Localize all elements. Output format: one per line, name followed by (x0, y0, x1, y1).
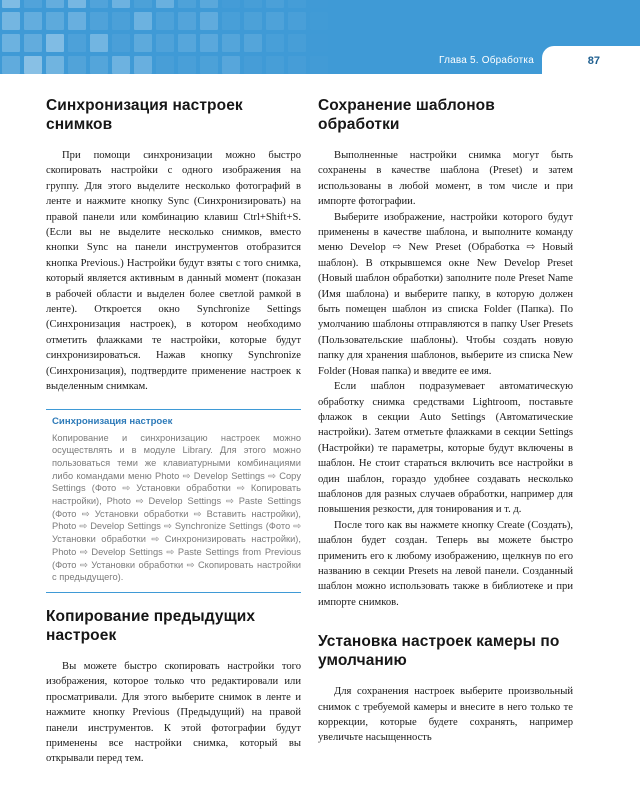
sidebar-title: Синхронизация настроек (52, 415, 173, 427)
pattern-square (178, 0, 196, 8)
presets-paragraph-3: Если шаблон подразумевает автоматическую обработку снимка средствами Lightroom, поставьте флажок в секции Auto Settings (Автоматические настройки). Затем отметьте флажками в секции Settings (Настройки) те параметры, которые будут включены в шаблон. Не стоит стараться включить все настройки в один шаблон, гораздо удобнее создавать несколько шаблонов для разных случаев обработки, например для повышения резкости, для тонирования и т. д. (318, 381, 573, 516)
pattern-square (178, 34, 196, 52)
page-number: 87 (587, 55, 600, 67)
pattern-square (2, 56, 20, 74)
pattern-square (222, 34, 240, 52)
pattern-square (222, 12, 240, 30)
pattern-square (134, 12, 152, 30)
pattern-square (24, 0, 42, 8)
presets-paragraph-1: Выполненные настройки снимка могут быть сохранены в качестве шаблона (Preset) и затем использованы в любой момент, в том числе и при импорте фотографии. (318, 150, 573, 208)
pattern-square (46, 56, 64, 74)
pattern-square (24, 56, 42, 74)
pattern-square (178, 56, 196, 74)
section-title-sync: Синхронизация настроек снимков (46, 97, 243, 133)
section-title-camera-defaults: Установка настроек камеры по умолчанию (318, 633, 560, 670)
pattern-square (2, 12, 20, 30)
pattern-square (266, 12, 284, 30)
pattern-square (112, 34, 130, 52)
pattern-square (134, 0, 152, 8)
pattern-square (222, 0, 240, 8)
pattern-square (310, 56, 328, 74)
pattern-square (200, 0, 218, 8)
pattern-square (310, 34, 328, 52)
copy-previous-paragraph: Вы можете быстро скопировать настройки того изображения, которое только что редактировали или просматривали. Для этого выберите снимок в ленте и нажмите кнопку Previous (Предыдущий) на правой панели инструментов. К этой фотографии будут применены все настройки снимка, который вы открывали перед тем. (46, 660, 301, 765)
chapter-title: Глава 5. Обработка (439, 55, 534, 66)
pattern-square (156, 56, 174, 74)
pattern-square (112, 0, 130, 8)
pattern-square (156, 12, 174, 30)
sync-paragraph: При помощи синхронизации можно быстро скопировать настройки с одного изображения на группу. Для этого выделите несколько фотографий в ленте и нажмите кнопку Sync (Синхронизировать) на правой панели или комбинацию клавиш Ctrl+Shift+S. (Если вы не выделите несколько снимков, вместо кнопки Sync на панели инструментов отобразится кнопка Previous.) Настройки будут взяты с того снимка, который является активным в данный момент (показан в рабочей области и выделен более светлой рамкой в ленте). Откроется окно Synchronize Settings (Синхронизация настроек), в котором необходимо отметить флажками те настройки, которые будут синхронизироваться. Нажав кнопку Synchronize (Синхронизация), подтвердите применение настроек к выделенным снимкам. (46, 150, 301, 393)
pattern-square (68, 34, 86, 52)
pattern-square (222, 56, 240, 74)
section-title-presets: Сохранение шаблонов обработки (318, 97, 495, 133)
decorative-pattern (0, 0, 330, 74)
pattern-square (46, 0, 64, 8)
pattern-square (288, 56, 306, 74)
sidebar-text: Копирование и синхронизацию настроек можно осуществлять и в модуле Library. Для этого можно пользоваться теми же клавиатурными комбинациями либо командами меню Photo ⇨ Develop Settings ⇨ Copy Settings (Фото ⇨ Установки обработки ⇨ Копировать настройки), Photo ⇨ Develop Settings ⇨ Paste Settings (Фото ⇨ Установки обработки ⇨ Вставить настройки), Photo ⇨ Develop Settings ⇨ Synchronize Settings (Фото ⇨ Установки обработки ⇨ Синхронизировать настройки), Photo ⇨ Develop Settings ⇨ Paste Settings from Previous (Фото ⇨ Установки обработки ⇨ Скопировать настройки с предыдущего). (52, 432, 301, 583)
pattern-square (112, 12, 130, 30)
pattern-square (200, 56, 218, 74)
pattern-square (156, 0, 174, 8)
presets-paragraph-2: Выберите изображение, настройки которого будут применены в качестве шаблона, и выполните команду меню Develop ⇨ New Preset (Обработка ⇨ Новый шаблон). В открывшемся окне New Develop Preset (Новый шаблон обработки) заполните поле Preset Name (Имя шаблона) и выберите папку, в которую должен быть помещен шаблон из списка Folder (Папка). По умолчанию шаблоны отправляются в папку User Presets (Пользовательские шаблоны). Чтобы создать новую папку для хранения шаблонов, выберите из списка New Folder (Новая папка) и введите ее имя. (318, 211, 573, 377)
presets-paragraph-4: После того как вы нажмете кнопку Create (Создать), шаблон будет создан. Теперь вы можете быстро применить его к любому изображению, щелкнув по его названию в секции Presets на левой панели. Созданный шаблон можно использовать также в библиотеке и при импорте снимков. (318, 519, 573, 608)
section-title-copy-previous: Копирование предыдущих настроек (46, 607, 256, 644)
pattern-square (90, 0, 108, 8)
pattern-square (46, 12, 64, 30)
pattern-square (200, 34, 218, 52)
pattern-square (68, 12, 86, 30)
pattern-square (134, 34, 152, 52)
pattern-square (310, 12, 328, 30)
camera-defaults-paragraph: Для сохранения настроек выберите произвольный снимок с требуемой камеры и внесите в него только те коррекции, которые будете сохранять, например увеличьте насыщенность (318, 686, 573, 744)
pattern-square (266, 34, 284, 52)
pattern-square (90, 12, 108, 30)
pattern-square (244, 0, 262, 8)
pattern-square (288, 0, 306, 8)
pattern-square (244, 56, 262, 74)
left-column (46, 96, 301, 767)
pattern-square (266, 56, 284, 74)
pattern-square (244, 12, 262, 30)
pattern-square (178, 12, 196, 30)
sidebar-note (46, 409, 301, 593)
right-column (318, 96, 573, 746)
pattern-square (244, 34, 262, 52)
pattern-square (266, 0, 284, 8)
pattern-square (2, 0, 20, 8)
pattern-square (156, 34, 174, 52)
pattern-square (90, 34, 108, 52)
pattern-square (68, 56, 86, 74)
pattern-square (90, 56, 108, 74)
pattern-square (2, 34, 20, 52)
pattern-square (288, 34, 306, 52)
pattern-square (46, 34, 64, 52)
pattern-square (24, 34, 42, 52)
pattern-square (288, 12, 306, 30)
pattern-square (24, 12, 42, 30)
pattern-square (310, 0, 328, 8)
pattern-square (134, 56, 152, 74)
pattern-square (68, 0, 86, 8)
pattern-square (112, 56, 130, 74)
pattern-square (200, 12, 218, 30)
